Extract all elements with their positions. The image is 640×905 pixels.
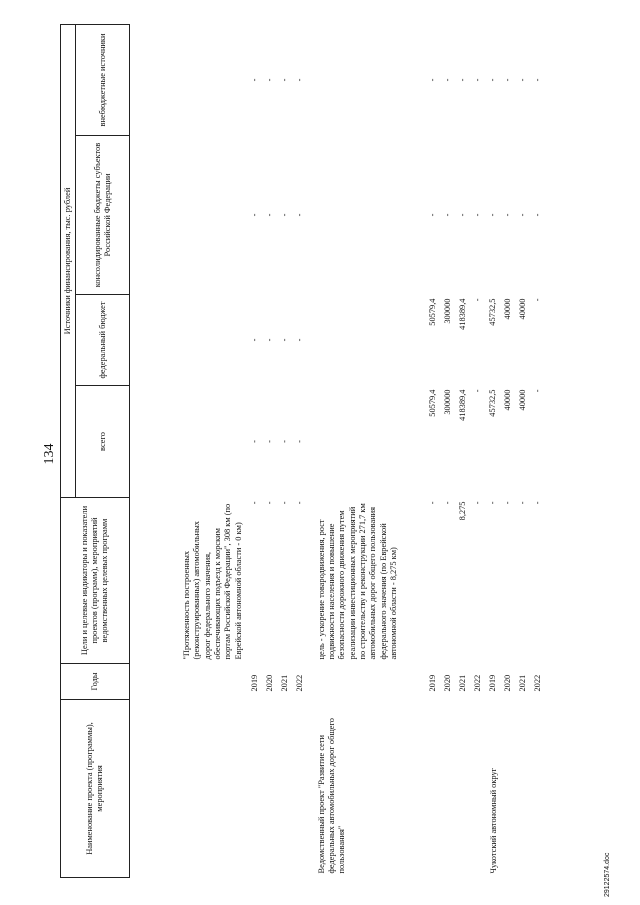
table-row: [486, 25, 501, 878]
total-cell: -: [280, 440, 290, 443]
year-cell: 2019: [428, 674, 438, 692]
col-years-header: Годы: [61, 664, 130, 700]
federal-cell: -: [295, 338, 305, 342]
indicator-value: -: [295, 501, 305, 505]
regional-cell: -: [280, 213, 290, 217]
federal-cell: 40000: [503, 298, 513, 320]
year-cell: 2020: [503, 674, 513, 692]
year-cell: 2022: [295, 674, 305, 692]
col-federal-header: федеральный бюджет: [76, 295, 130, 386]
offbudget-cell: -: [458, 78, 468, 82]
project-goal: цель - ускорение товародвижения, рост подвижности населения и повышение безопасности дорожного движения путем реализации инвестиционных мероприятий по строительству и реконструкции 271,7 км автомобильных дорог общего пользования федерального значения (по Еврейской автономной области - 8,275 км): [316, 503, 399, 660]
col-total-header: всего: [76, 386, 130, 498]
regional-cell: -: [250, 213, 260, 217]
year-cell: 2019: [250, 674, 260, 692]
indicator-value: 8,275: [458, 501, 468, 521]
total-cell: 40000: [518, 389, 528, 411]
table-row: [314, 25, 426, 878]
total-cell: -: [473, 389, 483, 393]
indicator-value: -: [428, 501, 438, 505]
document-file-id: 29122574.doc: [604, 852, 611, 897]
col-name-header: Наименование проекта (программы), мероприятия: [61, 700, 130, 878]
offbudget-cell: -: [295, 78, 305, 82]
project-name: Ведомственный проект "Развитие сети федеральных автомобильных дорог общего пользования": [316, 718, 347, 874]
indicator-value: -: [488, 501, 498, 505]
col-regional-header: консолидированные бюджеты субъектов Российской Федерации: [76, 136, 130, 295]
indicator-value: -: [473, 501, 483, 505]
federal-cell: -: [533, 298, 543, 302]
federal-cell: -: [265, 338, 275, 342]
indicator-value: -: [533, 501, 543, 505]
indicator-value: -: [518, 501, 528, 505]
year-cell: 2020: [265, 674, 275, 692]
regional-cell: -: [533, 213, 543, 217]
col-sources-header: Источники финансирования, тыс. рублей: [61, 25, 76, 498]
table-row: [263, 25, 278, 878]
federal-cell: -: [473, 298, 483, 302]
indicator-value: -: [265, 501, 275, 505]
regional-cell: -: [443, 213, 453, 217]
offbudget-cell: -: [265, 78, 275, 82]
total-cell: -: [533, 389, 543, 393]
indicator-value: -: [503, 501, 513, 505]
federal-cell: 45732,5: [488, 298, 498, 326]
region-name: Чукотский автономный округ: [488, 767, 498, 874]
table-row: [248, 25, 263, 878]
federal-cell: 418389,4: [458, 298, 468, 330]
year-cell: 2021: [458, 674, 468, 692]
total-cell: -: [265, 440, 275, 443]
offbudget-cell: -: [503, 78, 513, 82]
offbudget-cell: -: [518, 78, 528, 82]
federal-cell: -: [280, 338, 290, 342]
indicator-value: -: [443, 501, 453, 505]
total-cell: -: [250, 440, 260, 443]
year-cell: 2021: [280, 674, 290, 692]
regional-cell: -: [518, 213, 528, 217]
offbudget-cell: -: [280, 78, 290, 82]
table-row: [130, 25, 248, 878]
year-cell: 2021: [518, 674, 528, 692]
federal-cell: 40000: [518, 298, 528, 320]
offbudget-cell: -: [488, 78, 498, 82]
table-row: [456, 25, 471, 878]
page-number: 134: [42, 443, 57, 465]
total-cell: 418389,4: [458, 389, 468, 421]
regional-cell: -: [473, 213, 483, 217]
table-row: [441, 25, 456, 878]
offbudget-cell: -: [443, 78, 453, 82]
regional-cell: -: [265, 213, 275, 217]
total-cell: 45732,5: [488, 389, 498, 417]
col-offbudget-header: внебюджетные источники: [76, 25, 130, 136]
table-body: [130, 25, 546, 878]
indicator-value: -: [280, 501, 290, 505]
table-row: [426, 25, 441, 878]
indicator-value: -: [250, 501, 260, 505]
table-row: [471, 25, 486, 878]
regional-cell: -: [295, 213, 305, 217]
total-cell: 40000: [503, 389, 513, 411]
offbudget-cell: -: [428, 78, 438, 82]
col-goals-header: Цели и целевые индикаторы и показатели проектов (программ), мероприятий ведомственных целевых программ: [61, 498, 130, 664]
total-cell: -: [295, 440, 305, 443]
indicator-text: "Протяженность построенных (реконструированных) автомобильных дорог федерального значения, обеспечивающих подъезд к морским портам Российской Федерации", 308 км (по Еврейской автономной области - 0 км): [181, 503, 243, 660]
table-row: [278, 25, 293, 878]
federal-cell: 50579,4: [428, 298, 438, 326]
regional-cell: -: [428, 213, 438, 217]
regional-cell: -: [503, 213, 513, 217]
year-cell: 2022: [473, 674, 483, 692]
financing-table: [60, 24, 546, 878]
offbudget-cell: -: [473, 78, 483, 82]
regional-cell: -: [488, 213, 498, 217]
table-row: [293, 25, 308, 878]
year-cell: 2022: [533, 674, 543, 692]
offbudget-cell: -: [533, 78, 543, 82]
federal-cell: 300000: [443, 298, 453, 324]
table-header: [61, 25, 130, 878]
total-cell: 300000: [443, 389, 453, 415]
total-cell: 50579,4: [428, 389, 438, 417]
year-cell: 2019: [488, 674, 498, 692]
offbudget-cell: -: [250, 78, 260, 82]
year-cell: 2020: [443, 674, 453, 692]
federal-cell: -: [250, 338, 260, 342]
regional-cell: -: [458, 213, 468, 217]
